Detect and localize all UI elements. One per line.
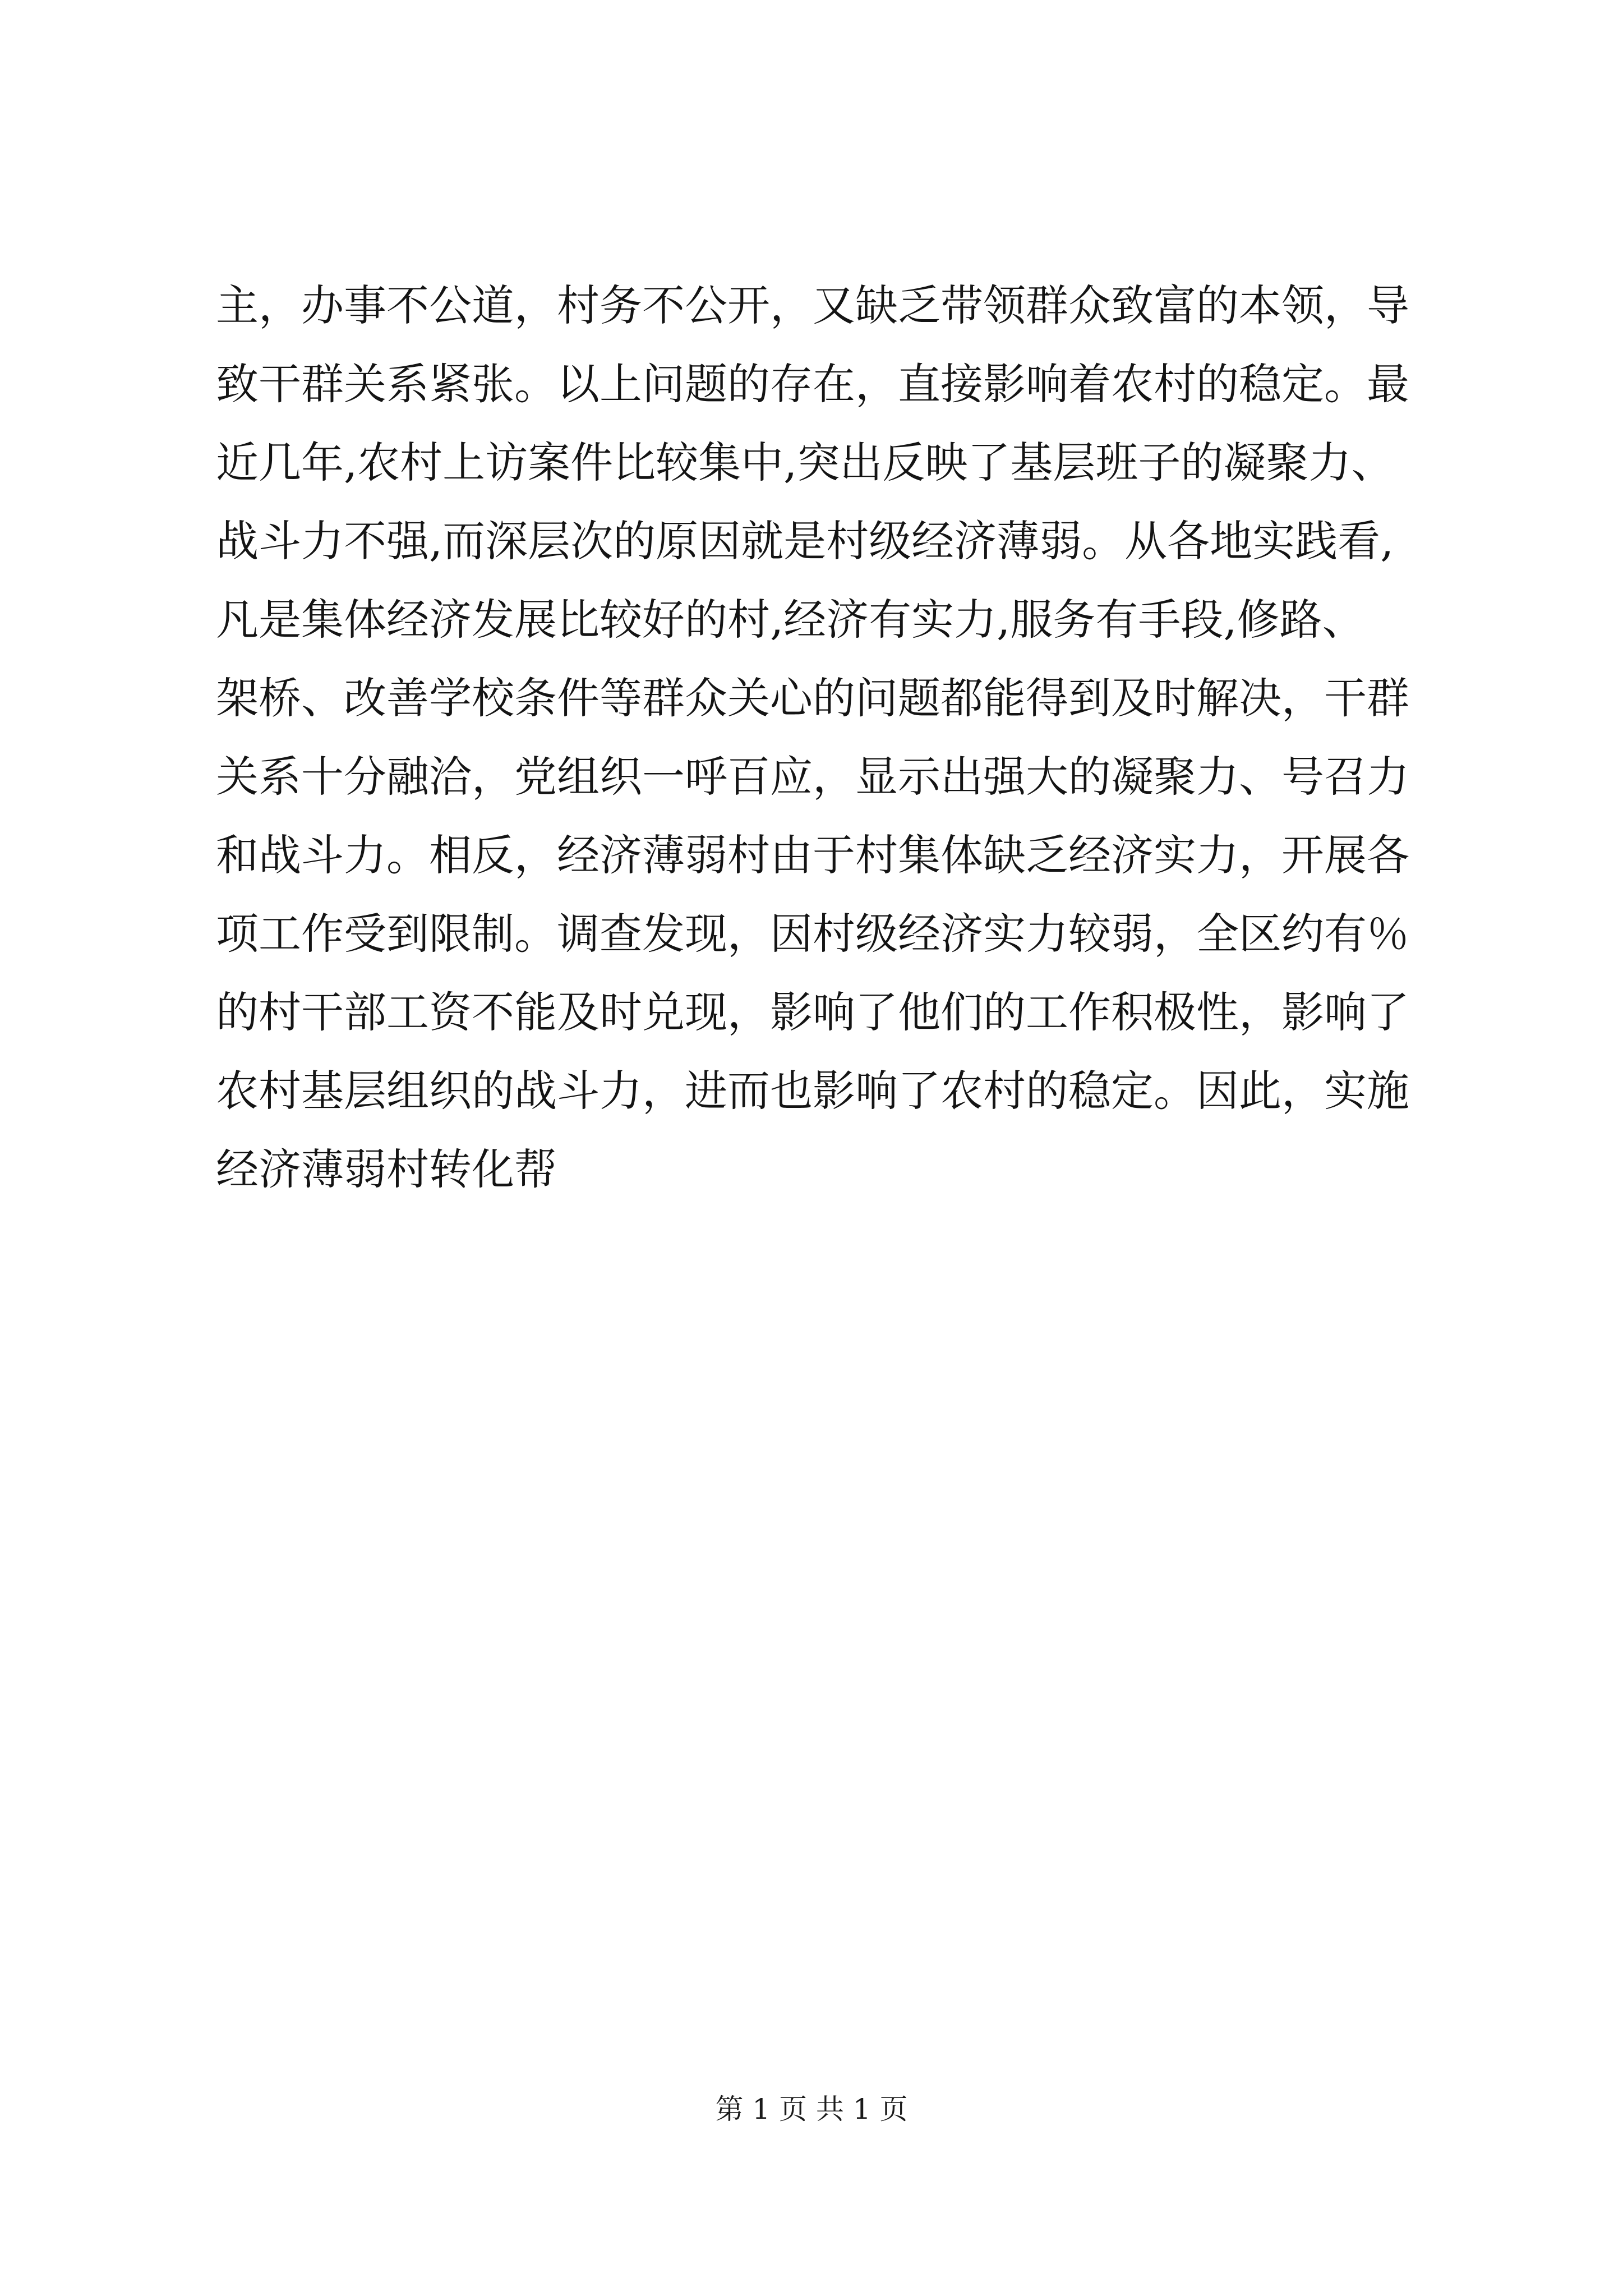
text-line-9: 项工作受到限制。调查发现，因村级经济实力较弱，全区约有％ — [216, 909, 1409, 959]
text-line-5: 凡是集体经济发展比较好的村,经济有实力,服务有手段,修路、 — [216, 595, 1365, 645]
text-line-10: 的村干部工资不能及时兑现，影响了他们的工作积极性，影响了 — [216, 987, 1409, 1037]
page-footer: 第 1 页 共 1 页 — [715, 2093, 908, 2125]
text-line-11: 农村基层组织的战斗力，进而也影响了农村的稳定。因此，实施 — [216, 1066, 1409, 1116]
text-line-12: 经济薄弱村转化帮 — [216, 1144, 557, 1194]
text-line-3: 近几年,农村上访案件比较集中,突出反映了基层班子的凝聚力、 — [216, 438, 1394, 487]
text-line-4: 战斗力不强,而深层次的原因就是村级经济薄弱。从各地实践看, — [216, 516, 1394, 566]
text-line-8: 和战斗力。相反，经济薄弱村由于村集体缺乏经济实力，开展各 — [216, 830, 1409, 880]
text-line-6: 架桥、改善学校条件等群众关心的问题都能得到及时解决，干群 — [216, 673, 1409, 723]
text-line-2: 致干群关系紧张。以上问题的存在，直接影响着农村的稳定。最 — [216, 359, 1409, 409]
body-paragraph — [216, 266, 1416, 1209]
text-line-7: 关系十分融洽，党组织一呼百应，显示出强大的凝聚力、号召力 — [216, 752, 1409, 802]
text-line-1: 主，办事不公道，村务不公开，又缺乏带领群众致富的本领，导 — [216, 280, 1409, 330]
